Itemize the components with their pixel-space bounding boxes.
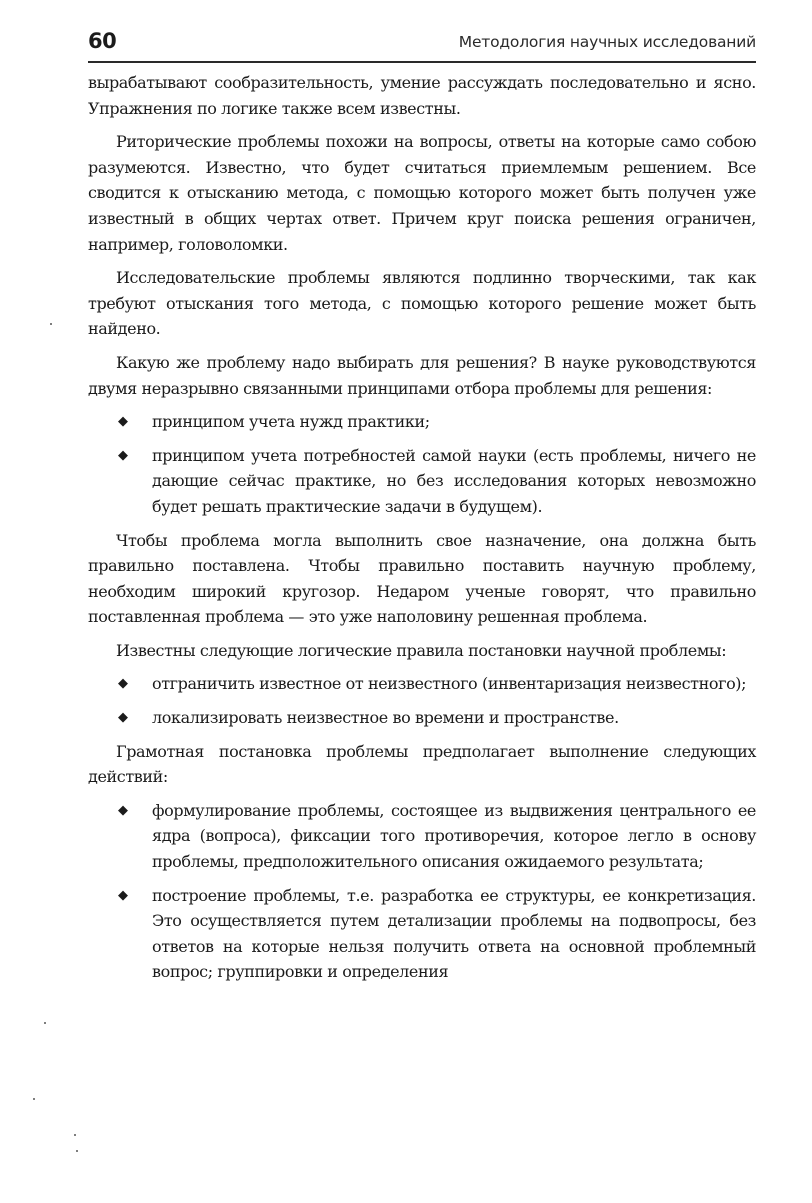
scan-speck xyxy=(44,1022,46,1024)
list-item-text: локализировать неизвестное во времени и пространстве. xyxy=(152,708,619,728)
paragraph-competent-statement: Грамотная постановка проблемы предполагает выполнение следующих действий: xyxy=(88,741,756,787)
list-item xyxy=(88,798,756,875)
diamond-bullet-icon: ◆ xyxy=(118,887,128,903)
paragraph-logical-rules: Известны следующие логические правила постановки научной проблемы: xyxy=(116,640,727,660)
list-item xyxy=(88,409,756,435)
diamond-bullet-icon: ◆ xyxy=(118,802,128,818)
list-required-actions xyxy=(88,798,756,985)
list-item-text: отграничить известное от неизвестного (инвентаризация неизвестного); xyxy=(152,674,747,694)
paragraph-continuation: вырабатывают сообразительность, умение рассуждать последовательно и ясно. Упражнения по логике также всем известны. xyxy=(88,73,756,118)
scan-speck xyxy=(76,1150,78,1152)
paragraph-research-problems: Исследовательские проблемы являются подлинно творческими, так как требуют отыскания того метода, с помощью которого решение может быть найдено. xyxy=(88,268,756,339)
scan-speck xyxy=(50,323,52,325)
list-item-text: принципом учета потребностей самой науки (есть проблемы, ничего не дающие сейчас практике, но без исследования которых невозможно будет решать практические задачи в будущем). xyxy=(152,445,756,516)
paragraph-problem-statement: Чтобы проблема могла выполнить свое назначение, она должна быть правильно поставлена. Чтобы правильно поставить научную проблему, необходим широкий кругозор. Недаром ученые говорят, что правильно поставленная проблема — это уже наполовину решенная проблема. xyxy=(88,530,756,627)
diamond-bullet-icon: ◆ xyxy=(118,710,128,726)
list-item xyxy=(88,443,756,520)
list-item xyxy=(88,705,756,731)
page-body xyxy=(88,70,756,993)
diamond-bullet-icon: ◆ xyxy=(118,414,128,430)
scan-speck xyxy=(74,1134,76,1136)
page-number: 60 xyxy=(88,29,117,53)
diamond-bullet-icon: ◆ xyxy=(118,676,128,692)
scan-speck xyxy=(33,1098,35,1100)
paragraph-problem-selection: Какую же проблему надо выбирать для решения? В науке руководствуются двумя неразрывно связанными принципами отбора проблемы для решения: xyxy=(88,352,756,398)
list-item xyxy=(88,671,756,697)
list-item-text: принципом учета нужд практики; xyxy=(152,412,430,432)
list-item-text: построение проблемы, т.е. разработка ее структуры, ее конкретизация. Это осуществляется путем детализации проблемы на подвопросы, без ответов на которые нельзя получить ответа на основной проблемный вопрос; группировки и определения xyxy=(152,885,756,982)
list-selection-principles xyxy=(88,409,756,519)
running-title: Методология научных исследований xyxy=(458,33,756,51)
list-item xyxy=(88,883,756,985)
diamond-bullet-icon: ◆ xyxy=(118,447,128,463)
list-logical-rules xyxy=(88,671,756,730)
page-header xyxy=(88,27,756,63)
paragraph-rhetorical-problems: Риторические проблемы похожи на вопросы, ответы на которые само собою разумеются. Известно, что будет считаться приемлемым решением. Все сводится к отысканию метода, с помощью которого может быть получен уже известный в общих чертах ответ. Причем круг поиска решения ограничен, например, головоломки. xyxy=(88,132,756,254)
list-item-text: формулирование проблемы, состоящее из выдвижения центрального ее ядра (вопроса), фиксации того противоречия, которое легло в основу проблемы, предположительного описания ожидаемого результата; xyxy=(152,800,756,872)
